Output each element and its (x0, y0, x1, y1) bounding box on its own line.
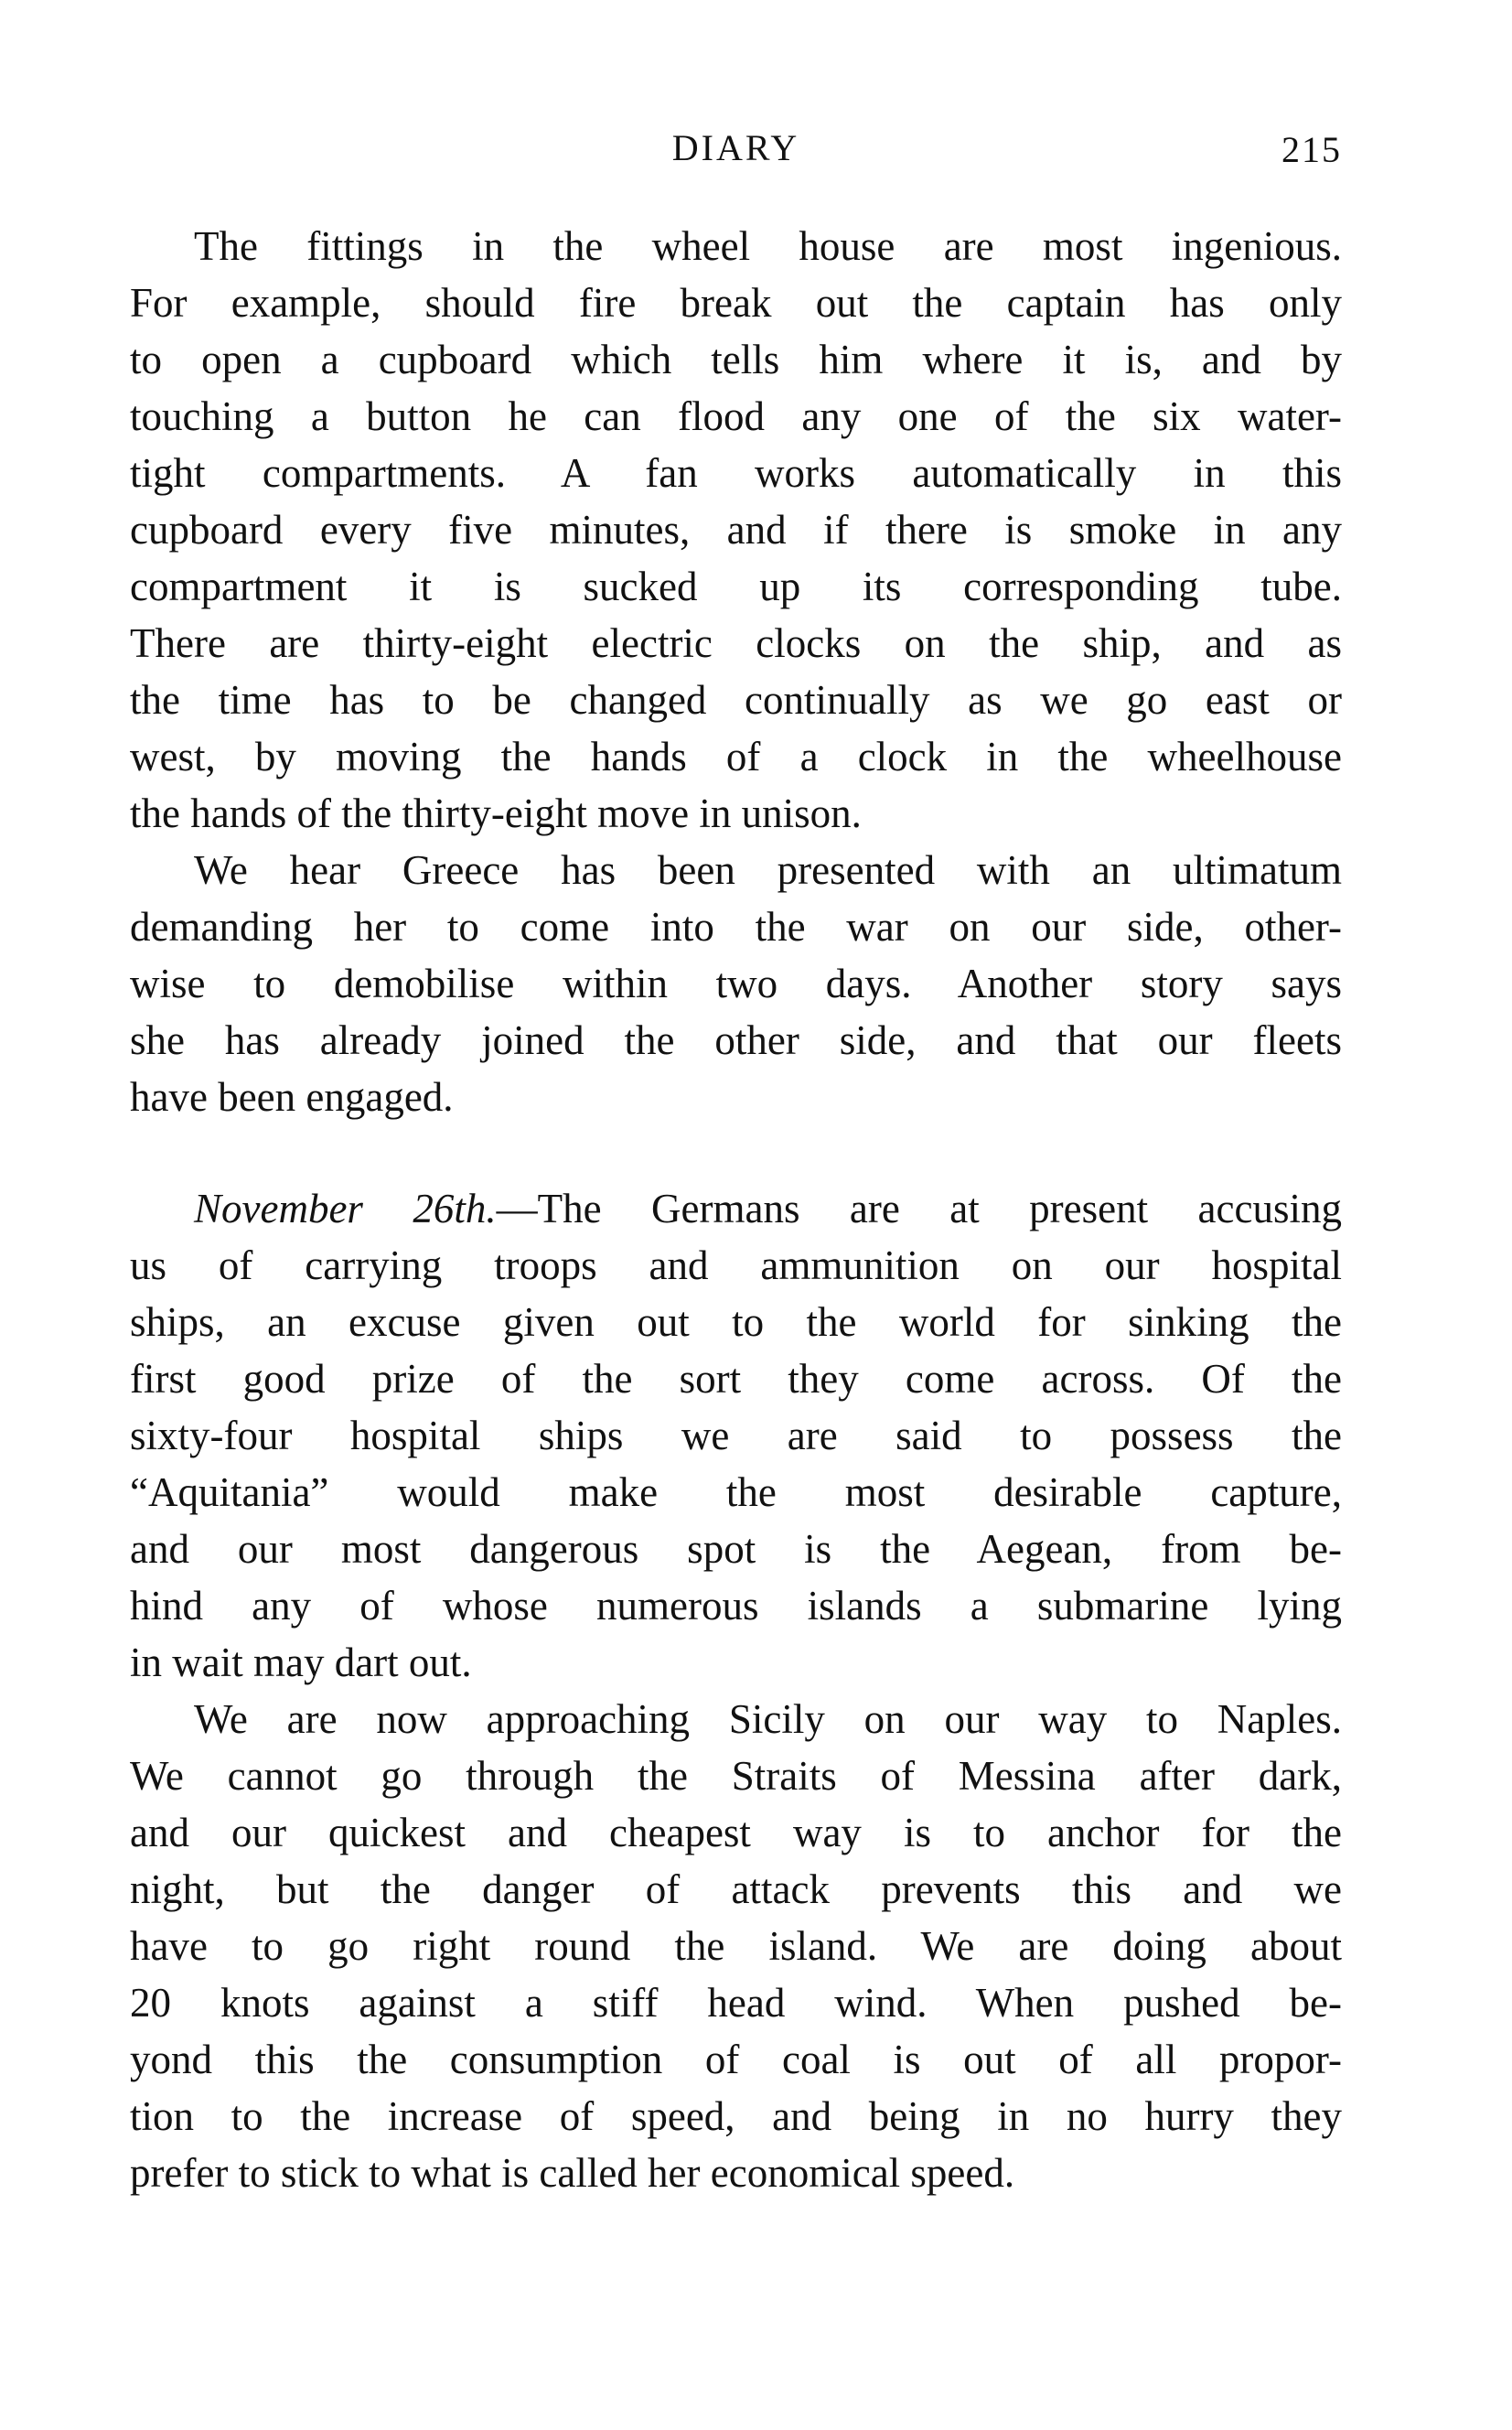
text-line: touching a button he can flood any one of the six water- (130, 393, 1342, 439)
text-line: the hands of the thirty-eight move in unison. (130, 790, 862, 836)
text-line: cupboard every five minutes, and if there is smoke in any (130, 507, 1342, 553)
text-line: first good prize of the sort they come across. Of the (130, 1356, 1342, 1402)
text-line: hind any of whose numerous islands a submarine lying (130, 1583, 1342, 1629)
text-line: yond this the consumption of coal is out of all propor- (130, 2037, 1342, 2082)
text-line: The fittings in the wheel house are most ingenious. (194, 223, 1342, 269)
line-text: —The Germans are at present accusing (496, 1186, 1342, 1231)
page-body (130, 218, 1342, 2201)
paragraph (130, 1180, 1342, 1691)
diary-date: November 26th. (194, 1186, 497, 1231)
text-line: “Aquitania” would make the most desirable capture, (130, 1469, 1342, 1515)
paragraph (130, 218, 1342, 842)
text-line: and our quickest and cheapest way is to anchor for the (130, 1810, 1342, 1855)
text-line: wise to demobilise within two days. Another story says (130, 961, 1342, 1006)
paragraph (130, 842, 1342, 1125)
text-line: tight compartments. A fan works automatically in this (130, 450, 1342, 496)
text-line: demanding her to come into the war on our side, other- (130, 904, 1342, 950)
text-line: the time has to be changed continually as we go east or (130, 677, 1342, 723)
text-line: 20 knots against a stiff head wind. When pushed be- (130, 1980, 1342, 2026)
text-line: in wait may dart out. (130, 1640, 472, 1685)
text-line: For example, should fire break out the captain has only (130, 280, 1342, 326)
paragraph (130, 1691, 1342, 2201)
text-line: to open a cupboard which tells him where it is, and by (130, 337, 1342, 382)
page-header (130, 126, 1342, 181)
text-line: prefer to stick to what is called her economical speed. (130, 2150, 1015, 2196)
text-line: We hear Greece has been presented with an ultimatum (194, 847, 1342, 893)
text-line: us of carrying troops and ammunition on our hospital (130, 1242, 1342, 1288)
text-line: tion to the increase of speed, and being in no hurry they (130, 2093, 1342, 2139)
text-line: sixty-four hospital ships we are said to possess the (130, 1413, 1342, 1458)
text-line: west, by moving the hands of a clock in the wheelhouse (130, 734, 1342, 780)
running-head: DIARY (671, 127, 800, 168)
text-line: she has already joined the other side, and that our fleets (130, 1017, 1342, 1063)
text-line: night, but the danger of attack prevents this and we (130, 1866, 1342, 1912)
text-line: We are now approaching Sicily on our way to Naples. (194, 1696, 1342, 1742)
text-line: have been engaged. (130, 1074, 454, 1120)
text-line: have to go right round the island. We are doing about (130, 1923, 1342, 1969)
text-line: ships, an excuse given out to the world for sinking the (130, 1299, 1342, 1345)
text-line (130, 1180, 1342, 1237)
section-gap (130, 1125, 1342, 1180)
text-line: and our most dangerous spot is the Aegean, from be- (130, 1526, 1342, 1572)
page-number: 215 (1281, 129, 1342, 170)
text-line: There are thirty-eight electric clocks on the ship, and as (130, 620, 1342, 666)
text-line: We cannot go through the Straits of Messina after dark, (130, 1753, 1342, 1799)
text-line: compartment it is sucked up its corresponding tube. (130, 564, 1342, 609)
